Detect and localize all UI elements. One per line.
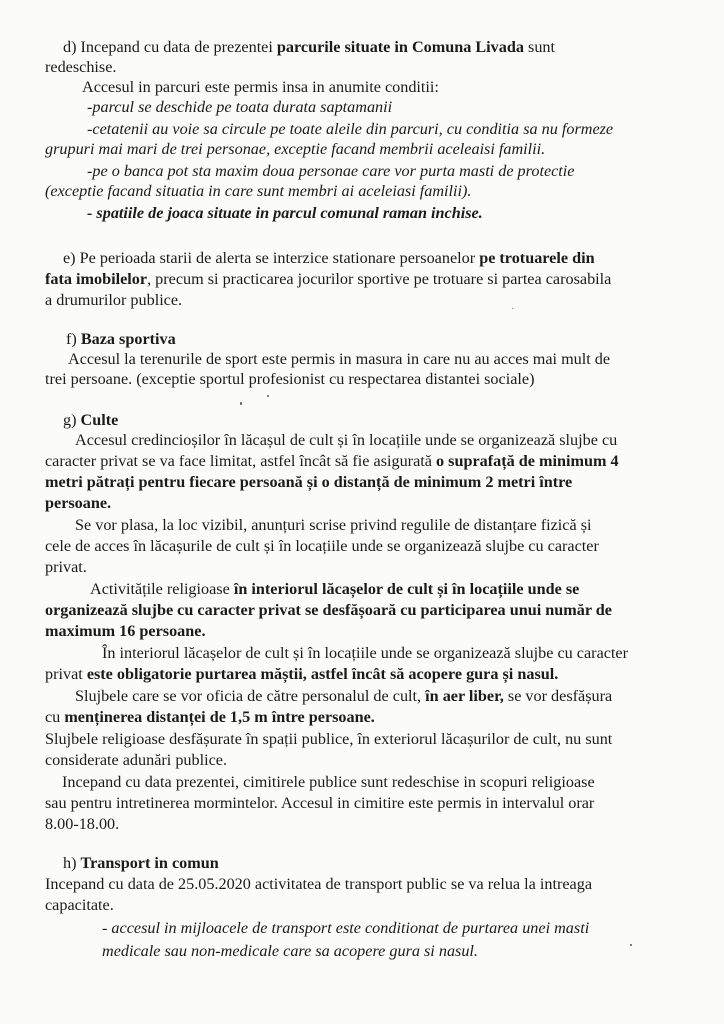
section-d-line-9: - spatiile de joaca situate in parcul comunal raman inchise. bbox=[87, 204, 483, 222]
scan-speck bbox=[630, 944, 632, 946]
section-g-p3-line-2: organizează slujbe cu caracter privat se desfășoară cu participarea unui număr de bbox=[45, 601, 612, 619]
section-g-heading: g) Culte bbox=[63, 411, 119, 429]
section-g-p1-line-2: caracter privat se va face limitat, astfel încât să fie asigurată o suprafață de minimum 4 bbox=[45, 452, 619, 470]
section-g-p1-line-1: Accesul credincioșilor în lăcașul de cult și în locațiile unde se organizează slujbe cu bbox=[75, 431, 618, 449]
scan-speck bbox=[512, 308, 513, 309]
section-d-line-7: -pe o banca pot sta maxim doua personae care vor purta masti de protectie bbox=[87, 162, 575, 180]
section-f-heading: f) Baza sportiva bbox=[66, 330, 176, 348]
scan-speck bbox=[267, 395, 269, 397]
section-d-line-2: redeschise. bbox=[45, 58, 117, 76]
section-g-p5-line-1: Slujbele care se vor oficia de către personalul de cult, în aer liber, se vor desfășura bbox=[75, 687, 613, 705]
section-g-p4-line-1: În interiorul lăcașelor de cult și în locațiile unde se organizează slujbe cu caracter bbox=[102, 644, 629, 662]
section-h-line-3: - accesul in mijloacele de transport este conditionat de purtarea unei masti bbox=[102, 919, 590, 937]
section-g-p7-line-3: 8.00-18.00. bbox=[45, 815, 120, 833]
section-g-p7-line-1: Incepand cu data prezentei, cimitirele publice sunt redeschise in scopuri religioase bbox=[62, 773, 595, 791]
section-g-p4-line-2: privat este obligatorie purtarea măștii, astfel încât să acopere gura și nasul. bbox=[45, 665, 559, 683]
section-d-line-5: -cetatenii au voie sa circule pe toate aleile din parcuri, cu conditia sa nu formeze bbox=[87, 120, 614, 138]
section-h-line-4: medicale sau non-medicale care sa acopere gura si nasul. bbox=[102, 942, 478, 960]
section-e-line-1: e) Pe perioada starii de alerta se interzice stationare persoanelor pe trotuarele din bbox=[63, 249, 595, 267]
section-h-line-1: Incepand cu data de 25.05.2020 activitatea de transport public se va relua la intreaga bbox=[45, 875, 592, 893]
section-h-line-2: capacitate. bbox=[45, 896, 114, 914]
section-h-heading: h) Transport in comun bbox=[63, 854, 219, 872]
section-d-line-3: Accesul in parcuri este permis insa in anumite conditii: bbox=[82, 78, 439, 96]
section-g-p2-line-2: cele de acces în lăcașurile de cult și în locațiile unde se organizează slujbe cu caracter bbox=[45, 537, 599, 555]
section-g-p6-line-1: Slujbele religioase desfășurate în spații publice, în exteriorul lăcașurilor de cult, nu sunt bbox=[45, 730, 613, 748]
section-g-p3-line-1: Activitățile religioase în interiorul lăcașelor de cult și în locațiile unde se bbox=[90, 580, 580, 598]
section-g-p6-line-2: considerate adunări publice. bbox=[45, 751, 228, 769]
section-f-line-1: Accesul la terenurile de sport este permis in masura in care nu au acces mai mult de bbox=[68, 350, 611, 368]
section-d-line-6: grupuri mai mari de trei personae, exceptie facand membrii aceleaisi familii. bbox=[45, 140, 546, 158]
section-g-p3-line-3: maximum 16 persoane. bbox=[45, 622, 206, 640]
section-g-p7-line-2: sau pentru intretinerea mormintelor. Accesul in cimitire este permis in intervalul orar bbox=[45, 794, 595, 812]
section-g-p2-line-1: Se vor plasa, la loc vizibil, anunțuri scrise privind regulile de distanțare fizică și bbox=[75, 516, 592, 534]
section-e-line-2: fata imobilelor, precum si practicarea jocurilor sportive pe trotuare si partea carosabila bbox=[45, 270, 612, 288]
section-d-line-8: (exceptie facand situatia in care sunt membri ai aceleiasi familii). bbox=[45, 182, 472, 200]
section-g-p2-line-3: privat. bbox=[45, 558, 87, 576]
section-e-line-3: a drumurilor publice. bbox=[45, 291, 183, 309]
section-d-line-4: -parcul se deschide pe toata durata saptamanii bbox=[87, 98, 393, 116]
section-g-p1-line-3: metri pătrați pentru fiecare persoană și o distanță de minimum 2 metri între bbox=[45, 473, 573, 491]
scan-speck bbox=[240, 402, 242, 405]
section-g-p5-line-2: cu menținerea distanței de 1,5 m între persoane. bbox=[45, 708, 375, 726]
section-g-p1-line-4: persoane. bbox=[45, 494, 112, 512]
section-d-line-1: d) Incepand cu data de prezentei parcurile situate in Comuna Livada sunt bbox=[63, 38, 556, 56]
section-f-line-2: trei persoane. (exceptie sportul profesionist cu respectarea distantei sociale) bbox=[45, 370, 535, 388]
